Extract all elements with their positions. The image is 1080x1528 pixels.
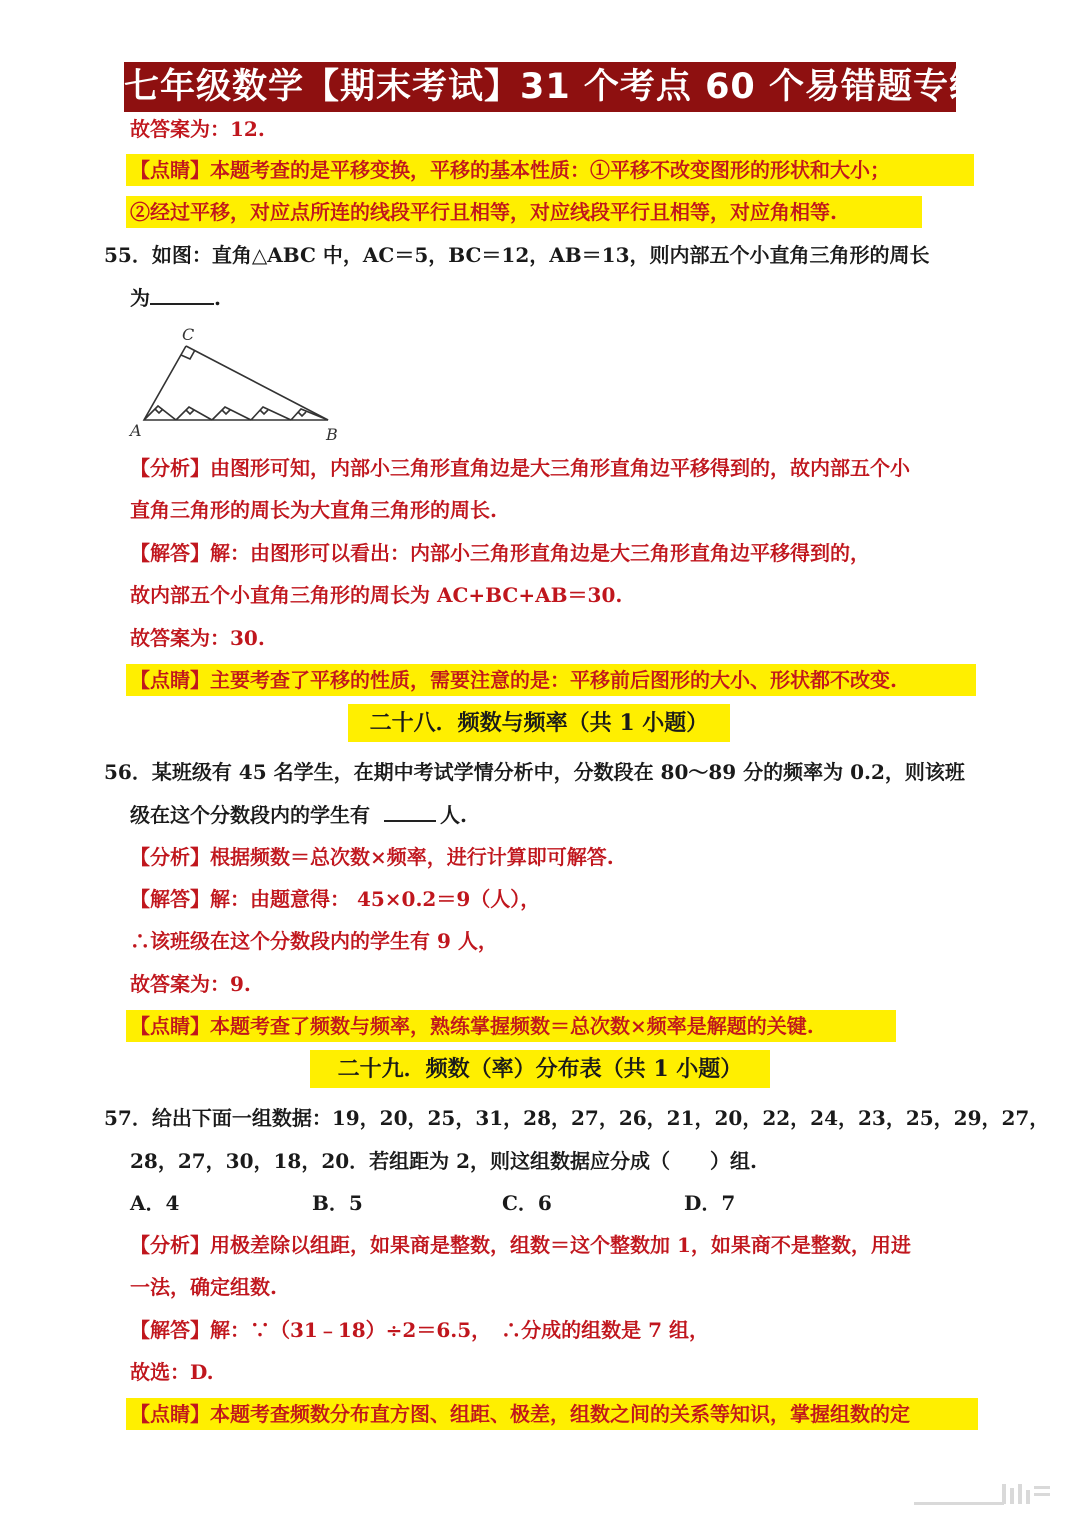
section-heading-28: 二十八．频数与频率（共 1 小题） bbox=[348, 704, 730, 742]
q56-analysis: 【分析】根据频数＝总次数×频率，进行计算即可解答. bbox=[130, 845, 614, 869]
q56-question-line1: 56．某班级有 45 名学生，在期中考试学情分析中，分数段在 80～89 分的频率为 0.2，则该班 bbox=[104, 760, 965, 784]
q55-analysis-line1: 【分析】由图形可知，内部小三角形直角边是大三角形直角边平移得到的，故内部五个小 bbox=[130, 456, 910, 480]
q57-tip: 【点睛】本题考查频数分布直方图、组距、极差，组数之间的关系等知识，掌握组数的定 bbox=[130, 1402, 910, 1426]
q56-suffix: 人. bbox=[440, 803, 467, 827]
q54-answer: 故答案为：12. bbox=[130, 117, 265, 141]
q57-question-line2: 28，27，30，18，20．若组距为 2，则这组数据应分成（ ）组. bbox=[130, 1149, 758, 1173]
label-c: C bbox=[182, 325, 195, 344]
q57-solution: 【解答】解：∵（31﹣18）÷2＝6.5， ∴分成的组数是 7 组， bbox=[130, 1318, 709, 1342]
q54-tip-line1: 【点睛】本题考查的是平移变换，平移的基本性质：①平移不改变图形的形状和大小； bbox=[130, 158, 890, 182]
q55-answer-blank bbox=[150, 283, 214, 305]
q56-answer: 故答案为：9. bbox=[130, 972, 251, 996]
q57-analysis-line1: 【分析】用极差除以组距，如果商是整数，组数＝这个整数加 1，如果商不是整数，用进 bbox=[130, 1233, 911, 1257]
q55-solution-line1: 【解答】解：由图形可以看出：内部小三角形直角边是大三角形直角边平移得到的， bbox=[130, 541, 870, 565]
page-banner-title: 七年级数学【期末考试】31 个考点 60 个易错题专练 bbox=[124, 62, 956, 112]
q55-triangle-figure bbox=[126, 322, 346, 446]
q54-tip-line2: ②经过平移，对应点所连的线段平行且相等，对应线段平行且相等，对应角相等. bbox=[130, 200, 837, 224]
q57-analysis-line2: 一法，确定组数. bbox=[130, 1275, 277, 1299]
q55-suffix: . bbox=[214, 286, 221, 310]
section-heading-29: 二十九．频数（率）分布表（共 1 小题） bbox=[310, 1050, 770, 1088]
q57-option-a: A．4 bbox=[130, 1191, 180, 1215]
q56-solution-line1: 【解答】解：由题意得： 45×0.2＝9（人）， bbox=[130, 887, 541, 911]
q56-question-line2 bbox=[130, 800, 467, 830]
q56-solution-line2: ∴该班级在这个分数段内的学生有 9 人， bbox=[130, 929, 498, 953]
watermark-icon bbox=[914, 1480, 1054, 1510]
q55-question-line2 bbox=[130, 283, 221, 313]
q57-answer: 故选：D. bbox=[130, 1360, 214, 1384]
q55-tip: 【点睛】主要考查了平移的性质，需要注意的是：平移前后图形的大小、形状都不改变. bbox=[130, 668, 897, 692]
q57-option-d: D．7 bbox=[684, 1191, 736, 1215]
q55-question-line1: 55．如图：直角△ABC 中，AC＝5，BC＝12，AB＝13，则内部五个小直角三角形的周长 bbox=[104, 243, 930, 267]
q55-analysis-line2: 直角三角形的周长为大直角三角形的周长. bbox=[130, 498, 497, 522]
label-b: B bbox=[326, 425, 338, 444]
q56-tip: 【点睛】本题考查了频数与频率，熟练掌握频数＝总次数×频率是解题的关键. bbox=[130, 1014, 814, 1038]
q57-option-b: B．5 bbox=[312, 1191, 363, 1215]
q55-solution-line2: 故内部五个小直角三角形的周长为 AC+BC+AB＝30. bbox=[130, 583, 623, 607]
q56-prefix: 级在这个分数段内的学生有 bbox=[130, 803, 370, 827]
q57-option-c: C．6 bbox=[502, 1191, 552, 1215]
q57-question-line1: 57．给出下面一组数据：19，20，25，31，28，27，26，21，20，22，24，23，25，29，27， bbox=[104, 1106, 1050, 1130]
q55-answer: 故答案为：30. bbox=[130, 626, 265, 650]
label-a: A bbox=[130, 421, 142, 440]
q56-answer-blank bbox=[384, 800, 436, 822]
q55-prefix: 为 bbox=[130, 286, 150, 310]
